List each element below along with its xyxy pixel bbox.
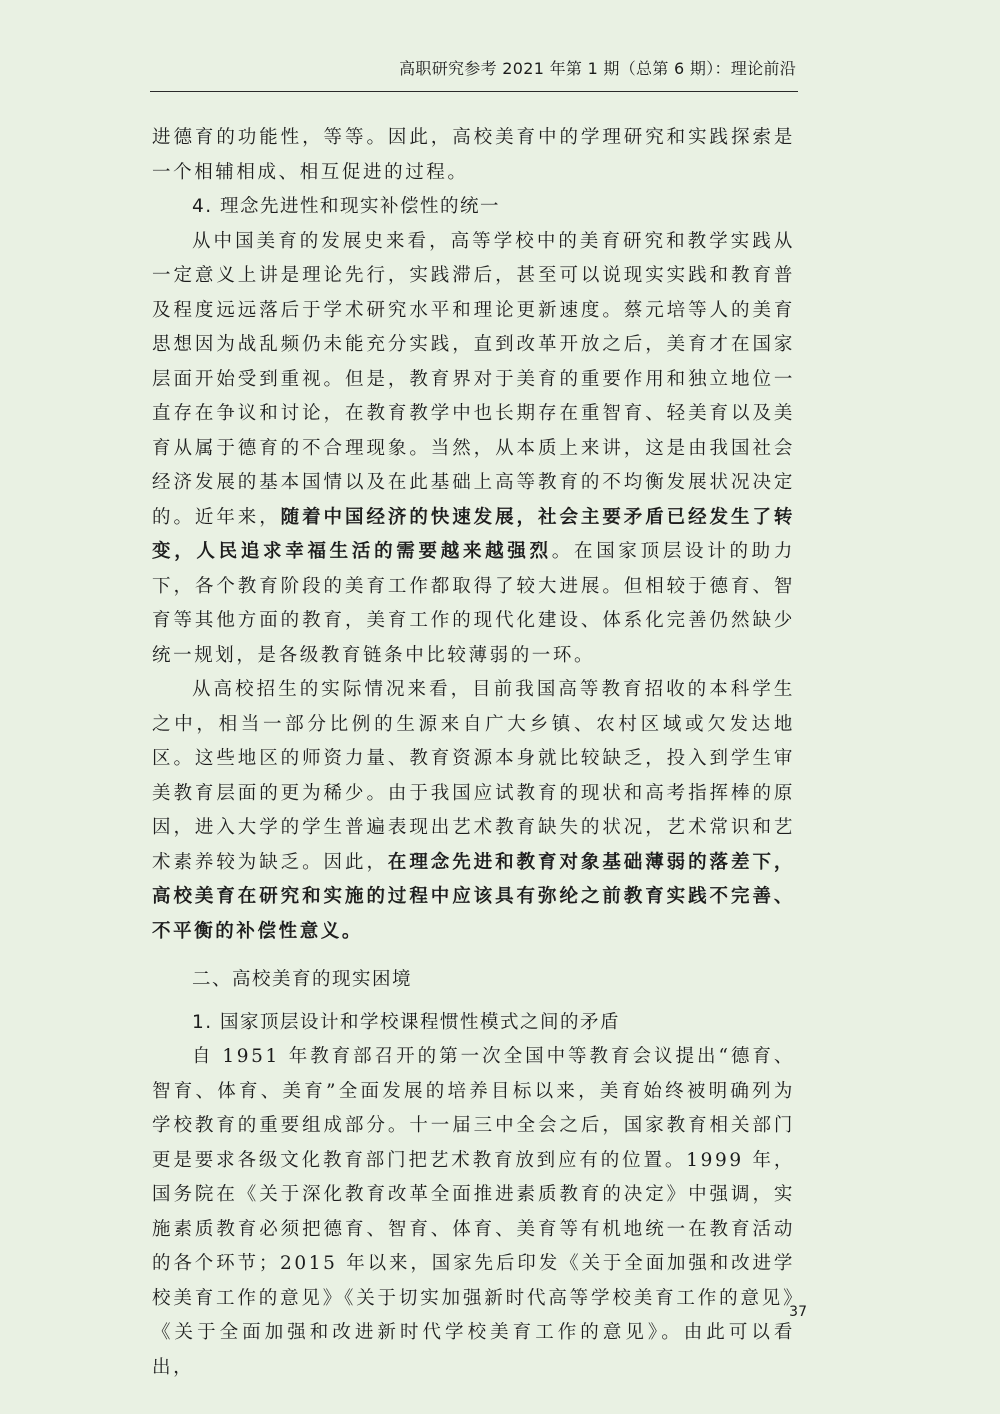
paragraph-policy-history: 自 1951 年教育部召开的第一次全国中等教育会议提出“德育、智育、体育、美育”全面发展的培养目标以来，美育始终被明确列为学校教育的重要组成部分。十一届三中全会之后，国家教育相关部门更是要求各级文化教育部门把艺术教育放到应有的位置。1999 年，国务院在《关于深化教育改革全面推进素质教育的决定》中强调，实施素质教育必须把德育、智育、体育、美育等有机地统一在教育活动的各个环节；2015 年以来，国家先后印发《关于全面加强和改进学校美育工作的意见》《关于切实加强新时代高等学校美育工作的意见》《关于全面加强和改进新时代学校美育工作的意见》。由此可以看出， [152, 1046, 795, 1378]
page-number: 37 [789, 1304, 807, 1320]
emphasized-text: 随着中国经济的快速发展，社会主要矛盾已经发生了转变，人民追求幸福生活的需要越来越强烈 [152, 506, 795, 562]
emphasized-text: 在理念先进和教育对象基础薄弱的落差下，高校美育在研究和实施的过程中应该具有弥纶之前教育实践不完善、不平衡的补偿性意义。 [152, 851, 795, 942]
paragraph-continuation: 进德育的功能性，等等。因此，高校美育中的学理研究和实践探索是一个相辅相成、相互促进的过程。 [152, 127, 795, 183]
running-header: 高职研究参考 2021 年第 1 期（总第 6 期）：理论前沿 [399, 59, 796, 78]
subheading-4: 4. 理念先进性和现实补偿性的统一 [192, 196, 501, 217]
header-rule [150, 91, 798, 92]
paragraph-text: 从高校招生的实际情况来看，目前我国高等教育招收的本科学生之中，相当一部分比例的生源来自广大乡镇、农村区域或欠发达地区。这些地区的师资力量、教育资源本身就比较缺乏，投入到学生审美教育层面的更为稀少。由于我国应试教育的现状和高考指挥棒的原因，进入大学的学生普遍表现出艺术教育缺失的状况，艺术常识和艺术素养较为缺乏。因此， [152, 679, 795, 873]
paragraph-text: 。在国家顶层设计的助力下，各个教育阶段的美育工作都取得了较大进展。但相较于德育、智育等其他方面的教育，美育工作的现代化建设、体系化完善仍然缺少统一规划，是各级教育链条中比较薄弱的一环。 [152, 541, 795, 666]
article-body [152, 121, 795, 1385]
section-heading-2: 二、高校美育的现实困境 [192, 969, 413, 990]
paragraph-development-history [152, 225, 795, 674]
paragraph-text: 从中国美育的发展史来看，高等学校中的美育研究和教学实践从一定意义上讲是理论先行，实践滞后，甚至可以说现实实践和教育普及程度远远落后于学术研究水平和理论更新速度。蔡元培等人的美育思想因为战乱频仍未能充分实践，直到改革开放之后，美育才在国家层面开始受到重视。但是，教育界对于美育的重要作用和独立地位一直存在争议和讨论，在教育教学中也长期存在重智育、轻美育以及美育从属于德育的不合理现象。当然，从本质上来讲，这是由我国社会经济发展的基本国情以及在此基础上高等教育的不均衡发展状况决定的。近年来， [152, 230, 795, 528]
paragraph-enrollment [152, 673, 795, 949]
subheading-1: 1. 国家顶层设计和学校课程惯性模式之间的矛盾 [192, 1011, 621, 1033]
